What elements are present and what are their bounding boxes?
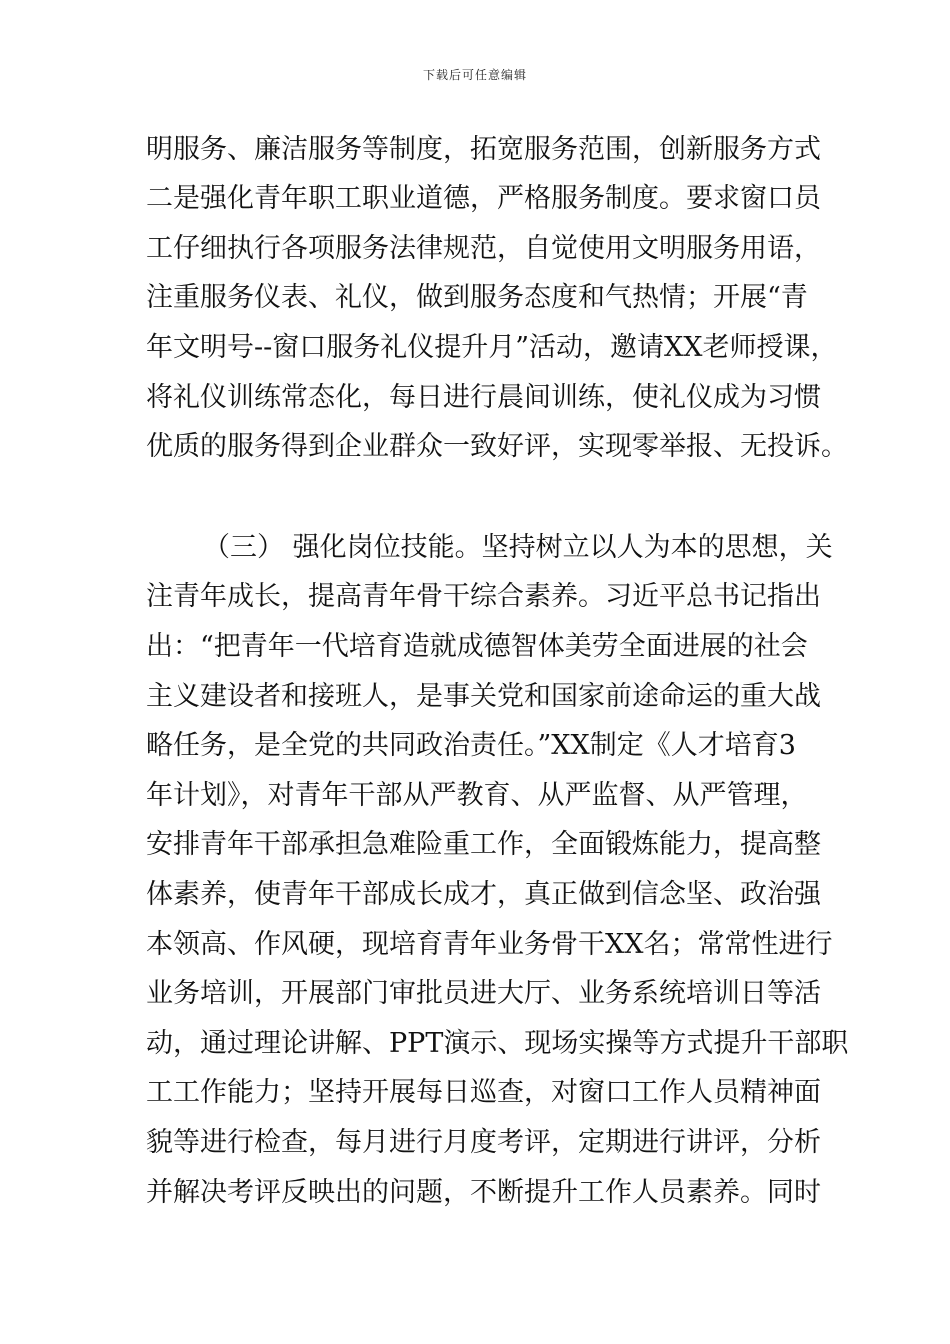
text-line: 并解决考评反映出的问题，不断提升工作人员素养。同时	[146, 1177, 821, 1208]
text-line: 本领高、作风硬，现培育青年业务骨干XX名；常常性进行	[146, 929, 833, 960]
text-line: 优质的服务得到企业群众一致好评，实现零举报、无投诉。	[146, 431, 848, 462]
text-line: 出：“把青年一代培育造就成德智体美劳全面进展的社会	[146, 631, 808, 662]
text-line: 注青年成长，提高青年骨干综合素养。习近平总书记指出	[146, 581, 821, 612]
page-header: 下载后可任意编辑	[422, 68, 527, 82]
text-line: 工仔细执行各项服务法律规范，自觉使用文明服务用语，	[146, 233, 821, 264]
text-line: 业务培训，开展部门审批员进大厅、业务系统培训日等活	[146, 978, 821, 1009]
text-line: 主义建设者和接班人，是事关党和国家前途命运的重大战	[146, 681, 821, 712]
text-line: 年计划》，对青年干部从严教育、从严监督、从严管理，	[146, 780, 808, 811]
text-line: 工工作能力；坚持开展每日巡查，对窗口工作人员精神面	[146, 1077, 821, 1108]
text-line: 将礼仪训练常态化，每日进行晨间训练，使礼仪成为习惯	[146, 382, 821, 413]
text-line: 二是强化青年职工职业道德，严格服务制度。要求窗口员	[146, 183, 821, 214]
text-line: 明服务、廉洁服务等制度，拓宽服务范围，创新服务方式	[146, 134, 821, 165]
text-line: 略任务，是全党的共同政治责任。”XX制定《人才培育3	[146, 730, 796, 761]
text-line: 动，通过理论讲解、PPT演示、现场实操等方式提升干部职	[146, 1028, 849, 1059]
section-heading-line: （三） 强化岗位技能。坚持树立以人为本的思想，关	[203, 532, 833, 563]
text-line: 貌等进行检查，每月进行月度考评，定期进行讲评，分析	[146, 1127, 821, 1158]
text-line: 年文明号--窗口服务礼仪提升月”活动，邀请XX老师授课，	[146, 332, 838, 363]
text-line: 体素养，使青年干部成长成才，真正做到信念坚、政治强	[146, 879, 821, 910]
text-line: 注重服务仪表、礼仪，做到服务态度和气热情；开展“青	[146, 282, 808, 313]
text-line: 安排青年干部承担急难险重工作，全面锻炼能力，提高整	[146, 829, 821, 860]
